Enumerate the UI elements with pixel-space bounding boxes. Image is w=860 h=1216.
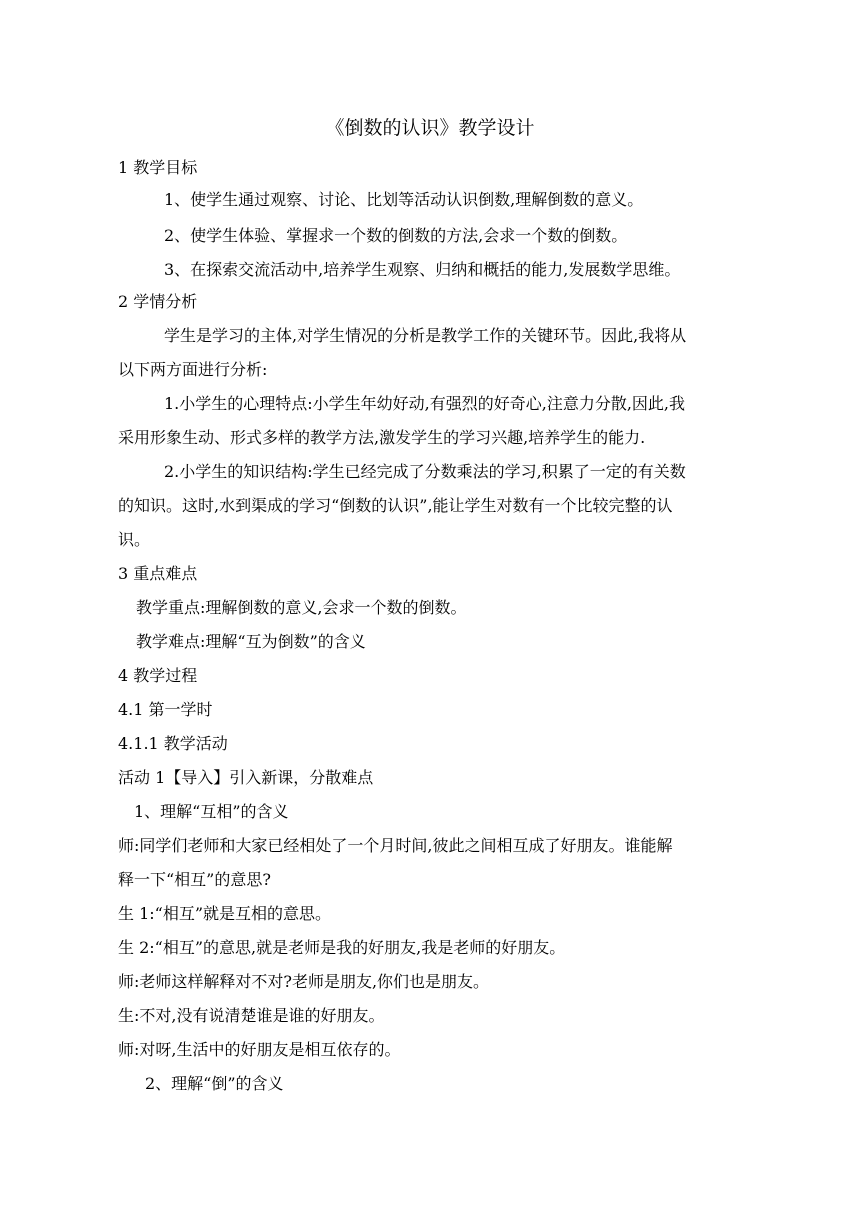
paragraph-line: 的知识。这时,水到渠成的学习“倒数的认识”,能让学生对数有一个比较完整的认 [118,496,673,515]
objective-item: 2、使学生体验、掌握求一个数的倒数的方法,会求一个数的倒数。 [164,226,628,245]
activity-heading: 活动 1【导入】引入新课，分散难点 [118,768,374,787]
difficulty-line: 教学难点:理解“互为倒数”的含义 [136,632,366,651]
dialogue-line: 释一下“相互”的意思? [118,870,271,889]
objective-item: 1、使学生通过观察、讨论、比划等活动认识倒数,理解倒数的意义。 [164,190,644,209]
dialogue-line: 生:不对,没有说清楚谁是谁的好朋友。 [118,1006,385,1025]
objective-item: 3、在探索交流活动中,培养学生观察、归纳和概括的能力,发展数学思维。 [164,260,681,279]
dialogue-line: 师:老师这样解释对不对?老师是朋友,你们也是朋友。 [118,972,490,991]
key-point-line: 教学重点:理解倒数的意义,会求一个数的倒数。 [136,598,467,617]
paragraph-line: 以下两方面进行分析: [118,360,268,379]
dialogue-line: 生 1:“相互”就是互相的意思。 [118,904,332,923]
dialogue-line: 师:对呀,生活中的好朋友是相互依存的。 [118,1040,401,1059]
step-heading: 2、理解“倒”的含义 [145,1074,284,1093]
section-heading-process: 4 教学过程 [118,666,198,685]
step-heading: 1、理解“互相”的含义 [134,802,289,821]
paragraph-line: 采用形象生动、形式多样的教学方法,激发学生的学习兴趣,培养学生的能力. [118,428,646,447]
paragraph-line: 2.小学生的知识结构:学生已经完成了分数乘法的学习,积累了一定的有关数 [164,462,686,481]
paragraph-line: 1.小学生的心理特点:小学生年幼好动,有强烈的好奇心,注意力分散,因此,我 [164,394,686,413]
section-heading-keypoints: 3 重点难点 [118,564,198,583]
subsection-heading: 4.1.1 教学活动 [118,734,228,753]
section-heading-analysis: 2 学情分析 [118,292,198,311]
document-title: 《倒数的认识》教学设计 [325,117,535,139]
subsection-heading: 4.1 第一学时 [118,700,213,719]
section-heading-objectives: 1 教学目标 [118,158,198,177]
dialogue-line: 生 2:“相互”的意思,就是老师是我的好朋友,我是老师的好朋友。 [118,938,566,957]
dialogue-line: 师:同学们老师和大家已经相处了一个月时间,彼此之间相互成了好朋友。谁能解 [118,836,673,855]
paragraph-line: 识。 [118,530,151,549]
paragraph-line: 学生是学习的主体,对学生情况的分析是教学工作的关键环节。因此,我将从 [164,326,687,345]
